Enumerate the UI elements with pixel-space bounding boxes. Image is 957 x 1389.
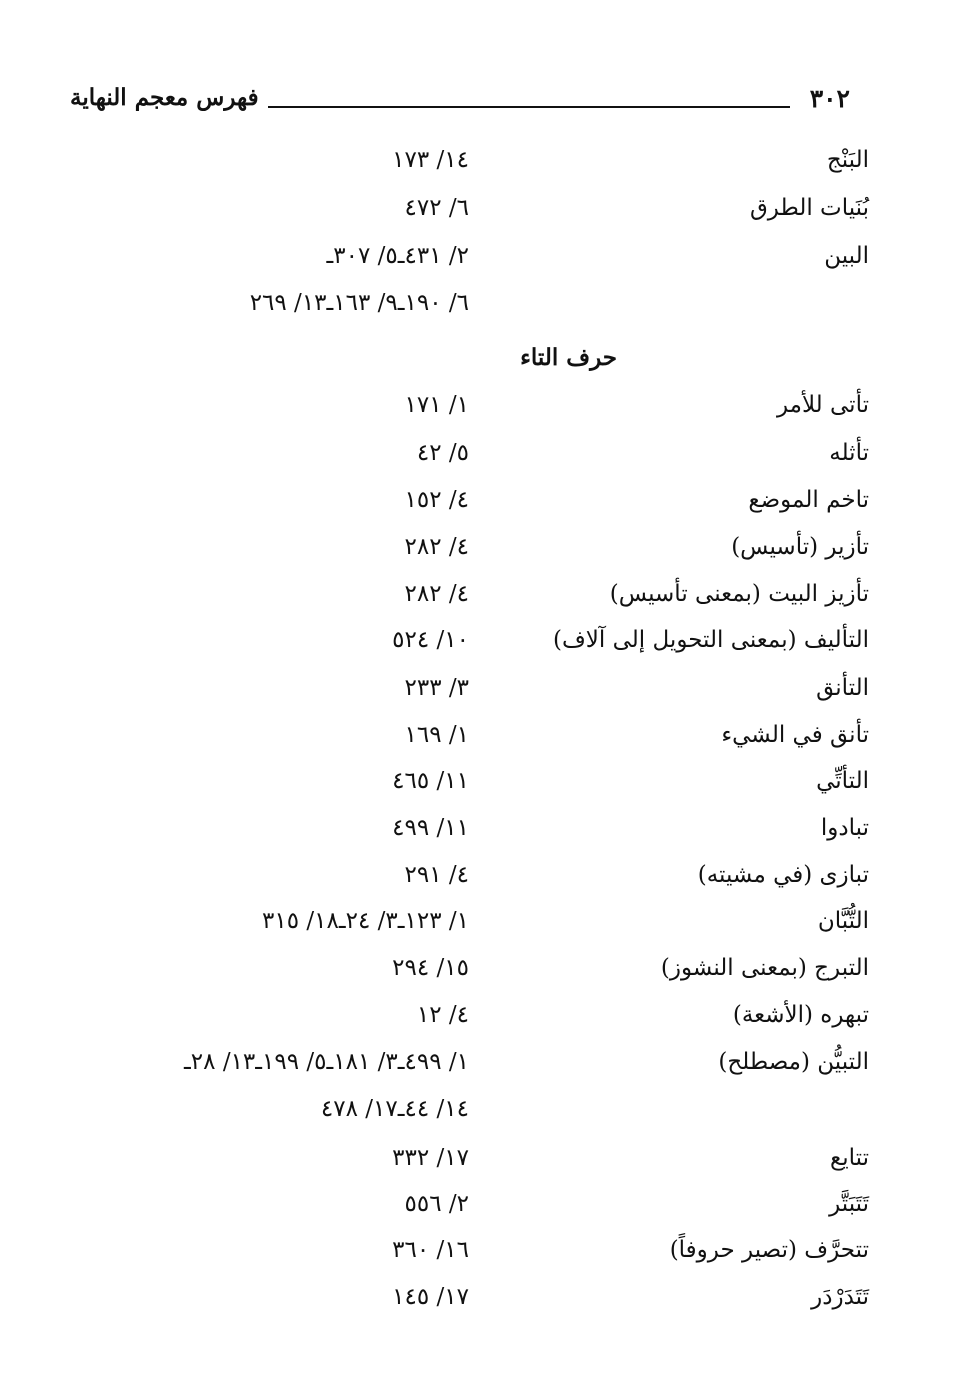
- entry-reference: ٤/ ١٥٢: [404, 487, 469, 513]
- entry-reference: ١٤/ ٤٤ـ١٧/ ٤٧٨: [320, 1096, 469, 1122]
- entry-reference: ١٠/ ٥٢٤: [392, 627, 469, 653]
- index-entry: [60, 955, 869, 995]
- index-entry-continuation: [60, 1096, 869, 1136]
- index-entry: [60, 487, 869, 527]
- entry-term: البَنْج: [826, 147, 869, 173]
- entry-reference: ٤/ ١٢: [416, 1002, 469, 1028]
- entry-term: التأنق: [816, 675, 869, 701]
- header-rule: [268, 106, 790, 108]
- entry-term: تأزيز البيت (بمعنى تأسيس): [609, 581, 869, 607]
- entry-term: التأتِّي: [816, 768, 869, 794]
- index-entry: [60, 534, 869, 574]
- entry-term: التُّبَّان: [817, 908, 869, 934]
- index-entry: [60, 1237, 869, 1277]
- entry-reference: ٢/ ٥٥٦: [404, 1191, 469, 1217]
- entry-reference: ١٧/ ٣٣٢: [392, 1145, 469, 1171]
- entry-term: تبهره (الأشعة): [732, 1002, 869, 1028]
- entry-term: تبادوا: [820, 815, 869, 841]
- entry-reference: ١٦/ ٣٦٠: [392, 1237, 469, 1263]
- index-entry: [60, 392, 869, 432]
- entry-term: التأليف (بمعنى التحويل إلى آلاف): [552, 627, 869, 653]
- entry-reference: ٦/ ١٩٠ـ٩/ ١٦٣ـ١٣/ ٢٦٩: [249, 290, 469, 316]
- entry-reference: ١٤/ ١٧٣: [392, 147, 469, 173]
- index-entry: [60, 908, 869, 948]
- page-number: ٣٠٢: [809, 84, 850, 113]
- index-entry-continuation: [60, 290, 869, 330]
- entry-term: تأزير (تأسيس): [731, 534, 869, 560]
- entry-term: تَتَبَتَّر: [829, 1191, 869, 1217]
- entry-reference: ١/ ٤٩٩ـ٣/ ١٨١ـ٥/ ١٩٩ـ١٣/ ٢٨ـ: [184, 1049, 469, 1075]
- entry-reference: ٣/ ٢٣٣: [404, 675, 469, 701]
- entry-term: تاخم الموضع: [748, 487, 869, 513]
- index-entry: [60, 1049, 869, 1089]
- entry-term: بُنَيات الطرق: [749, 195, 869, 221]
- index-entry: [60, 1284, 869, 1324]
- entry-reference: ١١/ ٤٦٥: [392, 768, 469, 794]
- entry-reference: ١/ ١٢٣ـ٣/ ٢٤ـ١٨/ ٣١٥: [262, 908, 469, 934]
- entry-reference: ٢/ ٤٣١ـ٥/ ٣٠٧ـ: [326, 243, 469, 269]
- entry-reference: ١/ ١٦٩: [404, 722, 469, 748]
- entry-term: تبازى (في مشيته): [697, 862, 869, 888]
- entry-reference: ٤/ ٢٩١: [404, 862, 469, 888]
- entry-term: البين: [824, 243, 869, 269]
- entry-term: التبرج (بمعنى النشوز): [660, 955, 869, 981]
- index-entry: [60, 147, 869, 187]
- index-entry: [60, 440, 869, 480]
- index-entry: [60, 1145, 869, 1185]
- index-entry: [60, 627, 869, 667]
- entry-reference: ١/ ١٧١: [404, 392, 469, 418]
- entry-term: تأتى للأمر: [776, 392, 869, 418]
- index-entry: [60, 243, 869, 283]
- entry-reference: ٤/ ٢٨٢: [404, 534, 469, 560]
- entry-reference: ١١/ ٤٩٩: [392, 815, 469, 841]
- entry-reference: ١٥/ ٢٩٤: [392, 955, 469, 981]
- index-entry: [60, 815, 869, 855]
- index-entry: [60, 195, 869, 235]
- entry-reference: ٥/ ٤٢: [416, 440, 469, 466]
- running-title: فهرس معجم النهاية: [70, 84, 259, 111]
- index-entry: [60, 1002, 869, 1042]
- index-entry: [60, 862, 869, 902]
- index-entry: [60, 1191, 869, 1231]
- index-entry: [60, 581, 869, 621]
- entry-term: تتايع: [830, 1145, 869, 1171]
- page-header: [70, 84, 850, 124]
- entry-term: تَتَدَرْدَر: [811, 1284, 869, 1310]
- entry-term: تتحرَّف (تصير حروفاً): [669, 1237, 869, 1263]
- section-heading: حرف التاء: [520, 344, 617, 371]
- index-entry: [60, 722, 869, 762]
- index-entry: [60, 768, 869, 808]
- index-entry: [60, 675, 869, 715]
- entry-term: التبيُّن (مصطلح): [718, 1049, 869, 1075]
- entry-reference: ٦/ ٤٧٢: [404, 195, 469, 221]
- entry-term: تأثله: [829, 440, 869, 466]
- entry-reference: ١٧/ ١٤٥: [392, 1284, 469, 1310]
- entry-reference: ٤/ ٢٨٢: [404, 581, 469, 607]
- entry-term: تأنق في الشيء: [721, 722, 869, 748]
